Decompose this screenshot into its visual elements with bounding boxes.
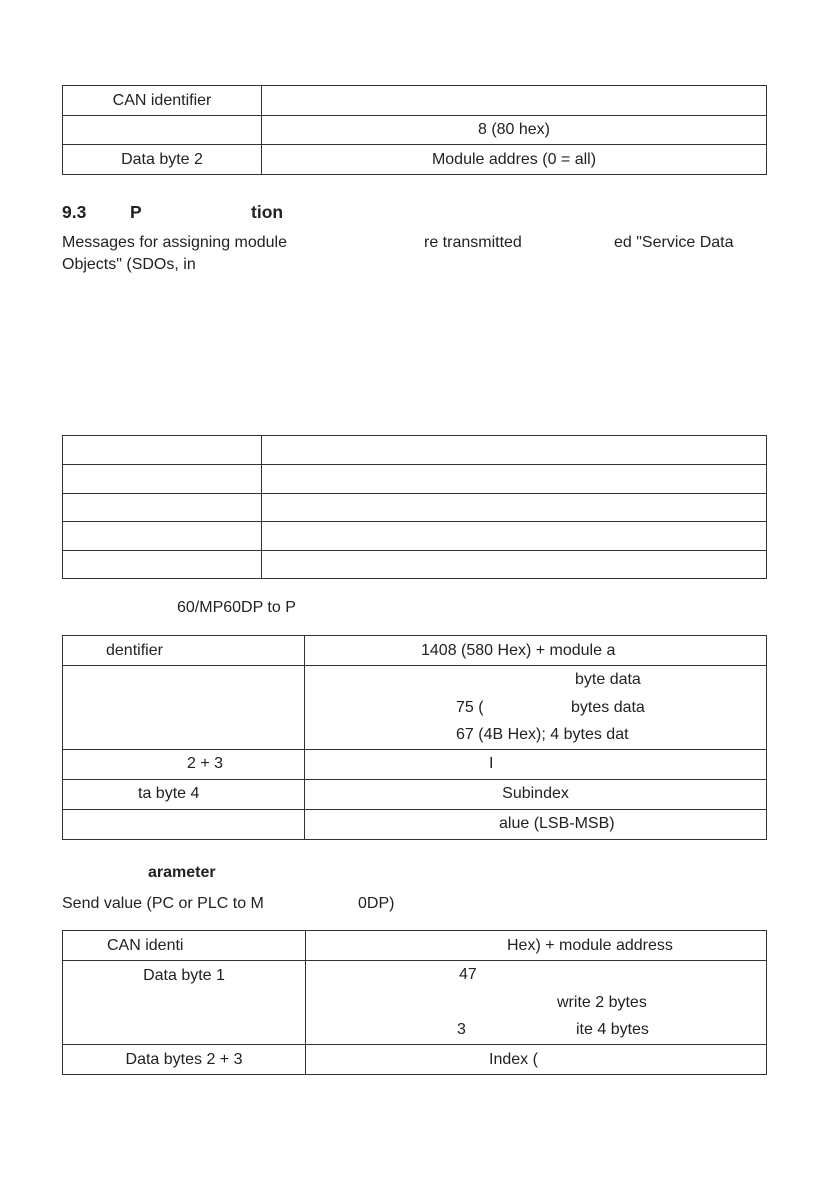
table-cell [262,436,767,465]
table-row [63,465,767,494]
section-number: 9.3 [62,202,87,222]
table-row [63,779,767,809]
table-send-value [62,930,767,1075]
table-cell [63,465,262,494]
table-row [63,931,767,961]
table-cell [262,465,767,494]
section-title-part: tion [251,202,284,222]
table-row [63,809,767,839]
table-cell: Subindex [305,779,767,809]
table-cell [63,436,262,465]
table-cell [305,666,767,750]
table-cell [63,666,305,750]
table-row [63,666,767,750]
cell-line: 75 ( bytes data [456,698,645,716]
table-cell: Data byte 2 [63,145,262,175]
table-cell [63,551,262,579]
table-cell: Hex) + module address [306,931,767,961]
table-row [63,961,767,1045]
cell-line: 67 (4B Hex); 4 bytes dat [456,726,629,743]
table-row [63,636,767,666]
paragraph-text: Objects" (SDOs, in [62,256,196,273]
table-caption: 60/MP60DP to P [177,599,296,616]
table-cell [262,494,767,522]
table-cell: alue (LSB-MSB) [305,809,767,839]
table-cell: Data bytes 2 + 3 [63,1045,306,1075]
table-cell [63,116,262,145]
table-cell [63,961,306,1045]
table-cell [262,522,767,551]
cell-line: 47 [459,966,477,984]
paragraph-text: ed "Service Data [614,234,734,251]
table-row [63,145,767,175]
table-response [62,635,767,840]
table-cell: 8 (80 hex) [262,116,767,145]
table-cell [306,961,767,1045]
paragraph-text: Messages for assigning module [62,234,288,251]
cell-line: 3 ite 4 bytes [457,1021,649,1039]
table-cell: CAN identi [63,931,306,961]
table-row [63,551,767,579]
table-row [63,116,767,145]
table-row [63,436,767,465]
paragraph-text: re transmitted [424,234,522,251]
cell-line: write 2 bytes [557,993,647,1011]
table-cell: 1408 (580 Hex) + module a [305,636,767,666]
table-row [63,86,767,116]
paragraph-text: Send value (PC or PLC to M [62,895,264,912]
table-cell: 2 + 3 [63,749,305,779]
table-cell [262,551,767,579]
table-row [63,522,767,551]
table-cell [63,494,262,522]
table-row [63,1045,767,1075]
table-row [63,749,767,779]
section-title-part: P [130,202,142,222]
table-cell: dentifier [63,636,305,666]
table-cell [63,809,305,839]
table-cell [262,86,767,116]
table-can-command [62,85,767,175]
table-cell: Index ( [306,1045,767,1075]
table-cell: I [305,749,767,779]
table-row [63,494,767,522]
table-cell [63,522,262,551]
table-cell: ta byte 4 [63,779,305,809]
subheading: arameter [148,864,216,881]
table-cell: CAN identifier [63,86,262,116]
cell-line: byte data [575,671,641,688]
cell-line: Data byte 1 [143,967,225,984]
table-cell: Module addres (0 = all) [262,145,767,175]
table-empty [62,435,767,579]
paragraph-text: 0DP) [358,895,395,912]
